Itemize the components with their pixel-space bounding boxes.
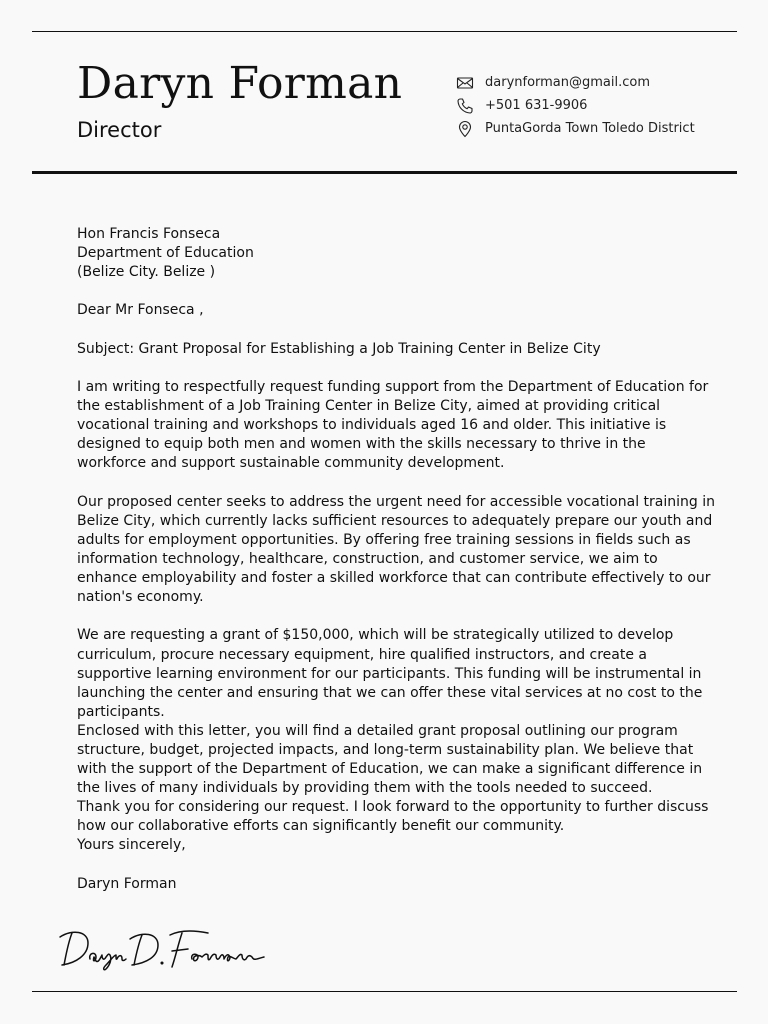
top-divider [32,31,737,32]
contact-block [456,71,746,140]
map-pin-icon [456,120,474,138]
spacer [77,282,717,301]
contact-phone[interactable]: +501 631-9906 [485,98,588,113]
header-divider [32,171,737,174]
envelope-icon [456,74,474,92]
recipient-department: Department of Education [77,245,254,262]
sender-name: Daryn Forman [77,58,403,109]
recipient-location: (Belize City. Belize ) [77,264,216,281]
closing: Yours sincerely, [77,837,186,854]
signer-name: Daryn Forman [77,875,177,892]
contact-address: PuntaGorda Town Toledo District [485,121,695,136]
contact-email[interactable]: darynforman@gmail.com [485,75,651,90]
paragraph-proposal: Our proposed center seeks to address the urgent need for accessible vocational training in Belize City, which currently lacks sufficient resources to adequately prepare our youth and adults for employment opportunities. By offering free training sessions in fields such as information technology, healthcare, construction, and customer service, we aim to enhance employability and foster a skilled workforce that can contribute effectively to our nation's economy. [77,493,715,606]
contact-address-row [456,117,746,140]
bottom-divider [32,991,737,992]
spacer [77,321,717,340]
contact-email-row [456,71,746,94]
handwritten-signature [58,925,278,975]
salutation: Dear Mr Fonseca , [77,302,204,319]
paragraph-enclosure: Enclosed with this letter, you will find a detailed grant proposal outlining our program structure, budget, projected impacts, and long-term sustainability plan. We believe that with the support of the Department of Education, we can make a significant difference in the lives of many individuals by providing them with the tools needed to succeed. [77,722,703,797]
spacer [77,474,717,493]
spacer [77,359,717,378]
letter-body [77,225,717,894]
phone-icon [456,97,474,115]
spacer [77,607,717,626]
subject-line: Subject: Grant Proposal for Establishing a Job Training Center in Belize City [77,340,601,357]
contact-phone-row [456,94,746,117]
spacer [77,856,717,875]
paragraph-intro: I am writing to respectfully request funding support from the Department of Education for the establishment of a Job Training Center in Belize City, aimed at providing critical vocational training and workshops to individuals aged 16 and older. This initiative is designed to equip both men and women with the skills necessary to thrive in the workforce and support sustainable community development. [77,379,709,472]
sender-role: Director [77,118,162,142]
recipient-name: Hon Francis Fonseca [77,226,221,242]
paragraph-thanks: Thank you for considering our request. I look forward to the opportunity to further discuss how our collaborative efforts can significantly benefit our community. [77,799,709,835]
paragraph-funding: We are requesting a grant of $150,000, which will be strategically utilized to develop curriculum, procure necessary equipment, hire qualified instructors, and create a supportive learning environment for our participants. This funding will be instrumental in launching the center and ensuring that we can offer these vital services at no cost to the participants. [77,627,703,720]
